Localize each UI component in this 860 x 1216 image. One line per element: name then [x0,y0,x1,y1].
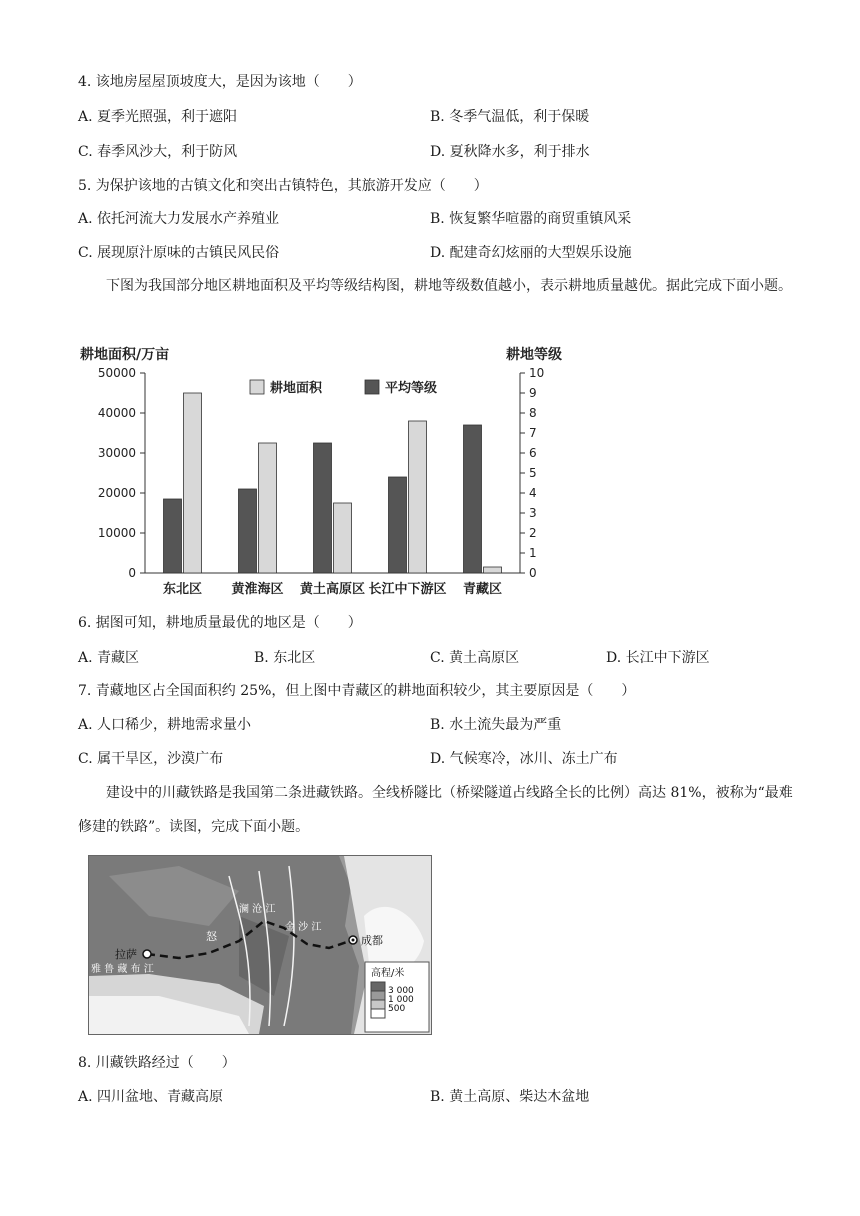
nu-river-label: 怒 [206,930,217,943]
x-tick-label: 东北区 [162,582,203,597]
y-tick-left-label: 10000 [97,526,136,540]
question-8-stem: 8. 川藏铁路经过（ ） [78,1055,236,1071]
y-axis-left-label: 耕地面积/万亩 [80,347,170,363]
question-4-option-b[interactable]: B. 冬季气温低，利于保暖 [430,109,590,125]
y-axis-right-label: 耕地等级 [506,347,562,363]
y-tick-right-label: 4 [529,486,537,500]
question-4-stem: 4. 该地房屋屋顶坡度大，是因为该地（ ） [78,74,362,90]
bar-average-grade [389,477,407,573]
y-tick-right-label: 9 [529,386,537,400]
lhasa-label: 拉萨 [115,948,137,961]
question-5-option-c[interactable]: C. 展现原汁原味的古镇民风民俗 [78,245,280,261]
y-tick-right-label: 7 [529,426,537,440]
y-tick-right-label: 0 [529,566,537,580]
x-tick-label: 黄淮海区 [231,582,284,597]
question-4-option-c[interactable]: C. 春季风沙大，利于防风 [78,144,238,160]
yarlung-river-label: 雅 鲁 藏 布 江 [91,964,154,975]
question-6-option-d[interactable]: D. 长江中下游区 [606,650,710,666]
bar-average-grade [314,443,332,573]
y-tick-left-label: 0 [128,566,136,580]
legend-level-500: 500 [388,1004,406,1014]
question-8-option-a[interactable]: A. 四川盆地、青藏高原 [78,1089,224,1105]
y-tick-right-label: 3 [529,506,537,520]
y-tick-right-label: 1 [529,546,537,560]
chengdu-label: 成都 [361,934,383,947]
question-4-option-a[interactable]: A. 夏季光照强，利于遮阳 [78,109,238,125]
bar-farmland-area [334,503,352,573]
legend-label-area: 耕地面积 [270,381,323,396]
legend-title: 高程/米 [371,968,405,979]
legend-level-3000: 3 000 [388,986,414,996]
y-tick-right-label: 10 [529,366,545,380]
question-8-option-b[interactable]: B. 黄土高原、柴达木盆地 [430,1089,590,1105]
sichuan-tibet-railway-map [88,855,432,1035]
legend-level-1000: 1 000 [388,995,414,1005]
legend-label-grade: 平均等级 [385,381,438,396]
question-7-option-a[interactable]: A. 人口稀少，耕地需求量小 [78,717,252,733]
bar-average-grade [239,489,257,573]
question-6-option-c[interactable]: C. 黄土高原区 [430,650,520,666]
question-5-option-a[interactable]: A. 依托河流大力发展水产养殖业 [78,211,280,227]
question-7-option-c[interactable]: C. 属干旱区，沙漠广布 [78,751,224,767]
question-4-option-d[interactable]: D. 夏秋降水多，利于排水 [430,144,590,160]
question-6-stem: 6. 据图可知，耕地质量最优的地区是（ ） [78,615,362,631]
legend-swatch-area [250,380,264,394]
question-5-stem: 5. 为保护该地的古镇文化和突出古镇特色，其旅游开发应（ ） [78,178,488,194]
question-5-option-b[interactable]: B. 恢复繁华喧嚣的商贸重镇风采 [430,211,632,227]
lancang-river-label: 澜 沧 江 [239,904,276,915]
x-tick-label: 长江中下游区 [368,582,447,597]
y-tick-right-label: 8 [529,406,537,420]
y-tick-left-label: 20000 [97,486,136,500]
bar-farmland-area [184,393,202,573]
farmland-bar-chart [70,340,590,605]
question-7-stem: 7. 青藏地区占全国面积约 25%，但上图中青藏区的耕地面积较少，其主要原因是（ ） [78,683,636,699]
y-tick-right-label: 5 [529,466,537,480]
bar-farmland-area [484,567,502,573]
legend-swatch-grade [365,380,379,394]
question-7-option-b[interactable]: B. 水土流失最为严重 [430,717,562,733]
chart-intro-paragraph: 下图为我国部分地区耕地面积及平均等级结构图，耕地等级数值越小，表示耕地质量越优。据此完成下面小题。 [106,278,792,294]
y-tick-right-label: 2 [529,526,537,540]
y-tick-left-label: 30000 [97,446,136,460]
y-tick-left-label: 40000 [97,406,136,420]
elevation-legend [365,962,429,1032]
bar-farmland-area [409,421,427,573]
y-tick-right-label: 6 [529,446,537,460]
jinsha-river-label: 金 沙 江 [285,922,322,933]
question-7-option-d[interactable]: D. 气候寒冷，冰川、冻土广布 [430,751,618,767]
question-5-option-d[interactable]: D. 配建奇幻炫丽的大型娱乐设施 [430,245,632,261]
bar-average-grade [164,499,182,573]
question-6-option-a[interactable]: A. 青藏区 [78,650,140,666]
map-intro-paragraph: 建设中的川藏铁路是我国第二条进藏铁路。全线桥隧比（桥梁隧道占线路全长的比例）高达 81%，被称为“最难修建的铁路”。读图，完成下面小题。 [78,785,793,835]
question-6-option-b[interactable]: B. 东北区 [254,650,316,666]
lhasa-marker [143,950,151,958]
y-tick-left-label: 50000 [97,366,136,380]
bar-average-grade [464,425,482,573]
x-tick-label: 黄土高原区 [299,582,366,597]
x-tick-label: 青藏区 [462,582,503,597]
bar-farmland-area [259,443,277,573]
